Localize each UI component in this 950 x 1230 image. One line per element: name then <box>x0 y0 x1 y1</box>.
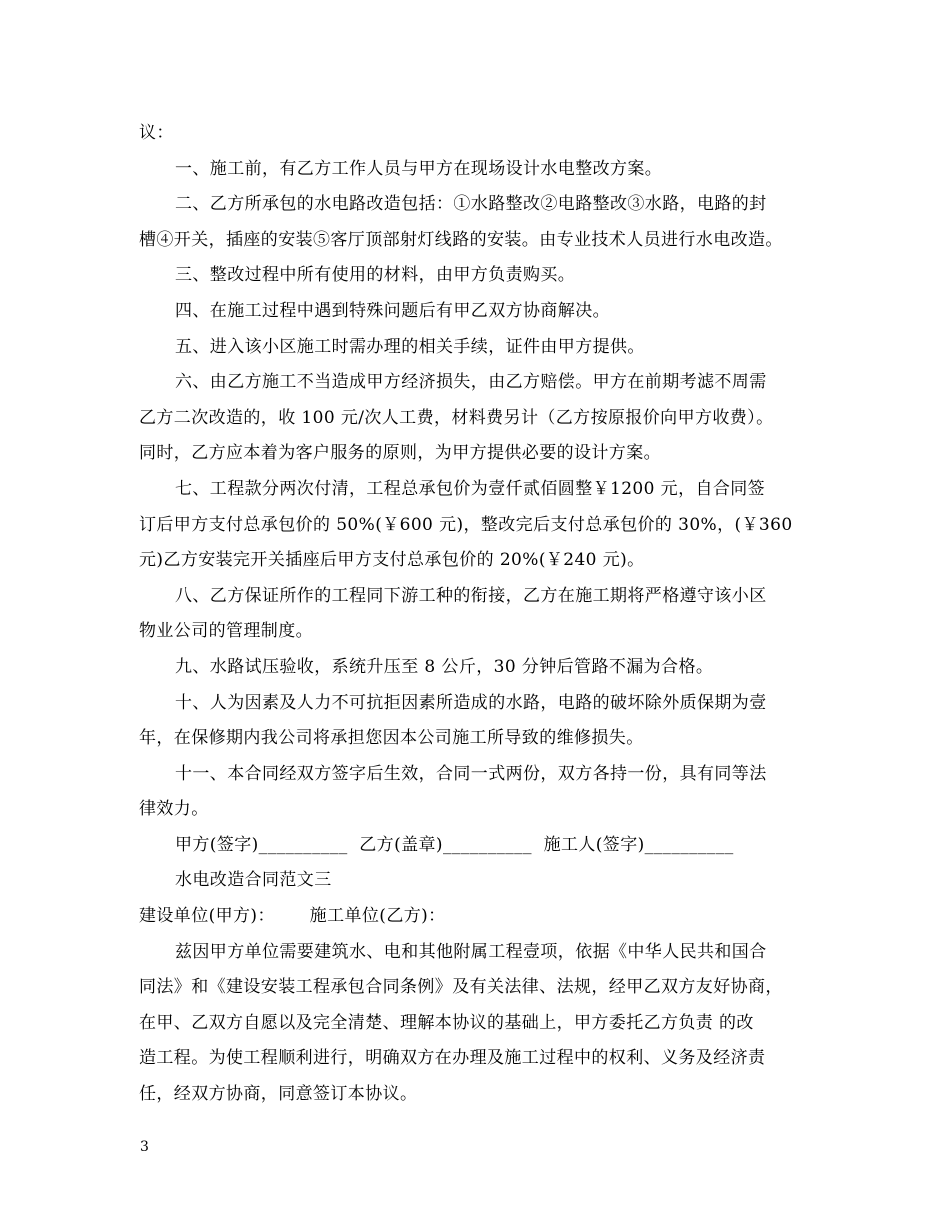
clause-1: 一、施工前，有乙方工作人员与甲方在现场设计水电整改方案。 <box>175 158 663 179</box>
text-line: 议： <box>139 123 174 143</box>
clause-6-cont: 同时，乙方应本着为客户服务的原则，为甲方提供必要的设计方案。 <box>139 443 661 464</box>
preamble-cont: 同法》和《建设安装工程承包合同条例》及有关法律、法规，经甲乙双方友好协商， <box>139 977 783 998</box>
clause-5: 五、进入该小区施工时需办理的相关手续，证件由甲方提供。 <box>175 336 645 357</box>
clause-7: 七、工程款分两次付清，工程总承包价为壹仟贰佰圆整￥1200 元，自合同签 <box>175 478 766 499</box>
clause-10-cont: 年，在保修期内我公司将承担您因本公司施工所导致的维修损失。 <box>139 728 644 749</box>
clause-6: 六、由乙方施工不当造成甲方经济损失，由乙方赔偿。甲方在前期考滤不周需 <box>175 372 767 393</box>
clause-11-cont: 律效力。 <box>139 799 209 820</box>
preamble-cont: 造工程。为使工程顺利进行，明确双方在办理及施工过程中的权利、义务及经济责 <box>139 1048 766 1069</box>
parties-line: 建设单位(甲方)： 施工单位(乙方)： <box>139 906 446 927</box>
clause-2-cont: 槽④开关，插座的安装⑤客厅顶部射灯线路的安装。由专业技术人员进行水电改造。 <box>139 229 783 250</box>
clause-11: 十一、本合同经双方签字后生效，合同一式两份，双方各持一份，具有同等法 <box>175 763 767 784</box>
preamble: 兹因甲方单位需要建筑水、电和其他附属工程壹项，依据《中华人民共和国合 <box>175 941 767 962</box>
clause-3: 三、整改过程中所有使用的材料，由甲方负责购买。 <box>175 265 576 286</box>
clause-7-cont: 订后甲方支付总承包价的 50%(￥600 元)，整改完后支付总承包价的 30%，(￥360 <box>139 514 793 535</box>
preamble-cont: 任，经双方协商，同意签订本协议。 <box>139 1084 418 1105</box>
clause-8: 八、乙方保证所作的工程同下游工种的衔接，乙方在施工期将严格遵守该小区 <box>175 585 767 606</box>
clause-10: 十、人为因素及人力不可抗拒因素所造成的水路，电路的破坏除外质保期为壹 <box>175 692 767 713</box>
party-b-seal: 乙方(盖章)__________ <box>359 834 532 855</box>
document-body <box>139 116 814 1113</box>
clause-6-cont: 乙方二次改造的，收 100 元/次人工费，材料费另计（乙方按原报价向甲方收费）。 <box>139 407 774 428</box>
builder-signature: 施工人(签字)__________ <box>543 834 734 855</box>
clause-4: 四、在施工过程中遇到特殊问题后有甲乙双方协商解决。 <box>175 300 610 321</box>
clause-2: 二、乙方所承包的水电路改造包括：①水路整改②电路整改③水路，电路的封 <box>175 194 767 215</box>
clause-9: 九、水路试压验收，系统升压至 8 公斤，30 分钟后管路不漏为合格。 <box>175 656 714 677</box>
page-number: 3 <box>140 1139 149 1155</box>
section-title: 水电改造合同范文三 <box>175 870 332 891</box>
preamble-cont: 在甲、乙双方自愿以及完全清楚、理解本协议的基础上，甲方委托乙方负责 的改 <box>139 1012 754 1033</box>
party-a-signature: 甲方(签字)__________ <box>175 834 348 855</box>
clause-8-cont: 物业公司的管理制度。 <box>139 621 313 642</box>
clause-7-cont: 元)乙方安装完开关插座后甲方支付总承包价的 20%(￥240 元)。 <box>139 550 645 571</box>
signature-line <box>139 828 814 864</box>
